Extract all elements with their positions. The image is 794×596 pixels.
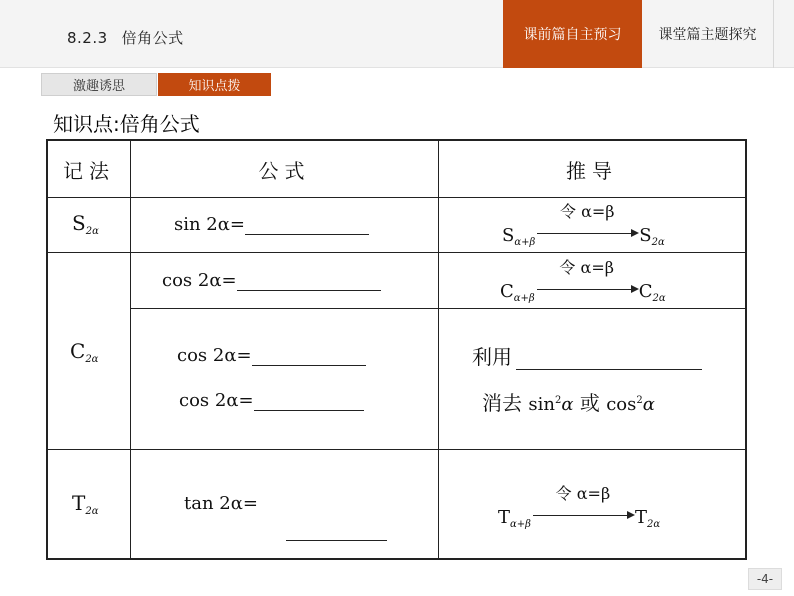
- derivation-to: S: [639, 225, 652, 246]
- answer-blank[interactable]: [254, 389, 364, 411]
- formula-text: cos 2α=: [179, 390, 254, 411]
- arrow-right-icon: [627, 511, 635, 519]
- derivation-c-eliminate: [482, 387, 655, 416]
- cos-text: cos: [606, 394, 637, 415]
- formula-cos2a-alt-1: [177, 344, 366, 366]
- formula-cos2a-alt-2: [179, 389, 364, 411]
- derivation-to: C: [638, 281, 653, 302]
- header-bar: [0, 0, 794, 68]
- answer-blank[interactable]: [237, 269, 381, 291]
- page-number: -4-: [748, 568, 782, 590]
- derivation-condition: 令 α=β: [555, 484, 611, 503]
- sin-term: [528, 394, 573, 415]
- derivation-arrow: [535, 202, 639, 241]
- label-subscript: 2α: [85, 354, 99, 365]
- nav-tab-preview[interactable]: 课前篇自主预习: [503, 0, 642, 68]
- answer-blank[interactable]: [516, 346, 702, 370]
- derivation-from: C: [500, 281, 514, 302]
- label-s2a: [72, 211, 99, 237]
- derivation-text: 利用: [472, 345, 512, 369]
- derivation-to-subscript: 2α: [651, 237, 665, 248]
- answer-blank[interactable]: [252, 344, 366, 366]
- label-letter: C: [70, 339, 86, 363]
- derivation-arrow: [535, 258, 639, 297]
- derivation-from: T: [498, 507, 511, 528]
- derivation-arrow: [531, 484, 635, 523]
- derivation-condition: 令 α=β: [559, 258, 614, 277]
- table-rule: [48, 197, 745, 198]
- arrow-shaft: [537, 289, 635, 290]
- section-title: [67, 27, 184, 48]
- label-c2a: [70, 339, 98, 365]
- nav-tab-explore[interactable]: 课堂篇主题探究: [642, 0, 774, 68]
- header-formula: 公式: [258, 158, 311, 183]
- derivation-condition: 令 α=β: [559, 202, 615, 221]
- formula-text: sin 2α=: [174, 214, 245, 235]
- derivation-text: 消去: [482, 391, 522, 415]
- tab-motivation[interactable]: 激趣诱思: [41, 73, 157, 96]
- label-letter: S: [72, 211, 86, 235]
- header-derivation: 推导: [566, 158, 618, 183]
- arrow-shaft: [533, 515, 631, 516]
- section-name: 倍角公式: [121, 29, 184, 47]
- arrow-right-icon: [631, 285, 639, 293]
- answer-blank[interactable]: [286, 519, 387, 541]
- derivation-c: [500, 258, 666, 304]
- derivation-c-use: [472, 341, 702, 370]
- section-number: 8.2.3: [67, 29, 108, 47]
- formula-text: cos 2α=: [162, 270, 237, 291]
- derivation-from: S: [502, 225, 515, 246]
- table-rule: [48, 449, 745, 450]
- sin-text: sin: [528, 394, 555, 415]
- formula-cos2a: [162, 269, 381, 291]
- derivation-to-subscript: 2α: [652, 293, 666, 304]
- cos-term: [606, 394, 655, 415]
- derivation-to: T: [634, 507, 647, 528]
- header-notation: 记法: [63, 158, 115, 183]
- table-rule: [438, 141, 439, 558]
- tab-knowledge[interactable]: 知识点拨: [158, 73, 271, 96]
- or-text: 或: [579, 391, 600, 415]
- table-rule: [130, 141, 131, 558]
- alpha-symbol: α: [561, 394, 574, 415]
- formula-tan2a: tan 2α=: [184, 493, 258, 514]
- exponent: 2: [636, 395, 643, 406]
- label-t2a: [72, 491, 98, 517]
- derivation-t: [498, 484, 661, 530]
- derivation-from-subscript: α+β: [513, 293, 535, 304]
- knowledge-title: 知识点:倍角公式: [53, 112, 200, 136]
- arrow-right-icon: [631, 229, 639, 237]
- derivation-from-subscript: α+β: [510, 519, 531, 530]
- formula-table: [46, 139, 747, 560]
- arrow-shaft: [537, 233, 635, 234]
- derivation-s: [502, 202, 665, 248]
- alpha-symbol: α: [642, 394, 655, 415]
- exponent: 2: [554, 395, 562, 406]
- formula-text: cos 2α=: [177, 345, 252, 366]
- derivation-to-subscript: 2α: [646, 519, 661, 530]
- answer-blank[interactable]: [245, 213, 369, 235]
- label-subscript: 2α: [85, 506, 99, 517]
- table-rule: [48, 252, 745, 253]
- label-letter: T: [72, 491, 86, 515]
- label-subscript: 2α: [85, 226, 99, 237]
- formula-sin2a: [174, 213, 369, 235]
- derivation-from-subscript: α+β: [514, 237, 536, 248]
